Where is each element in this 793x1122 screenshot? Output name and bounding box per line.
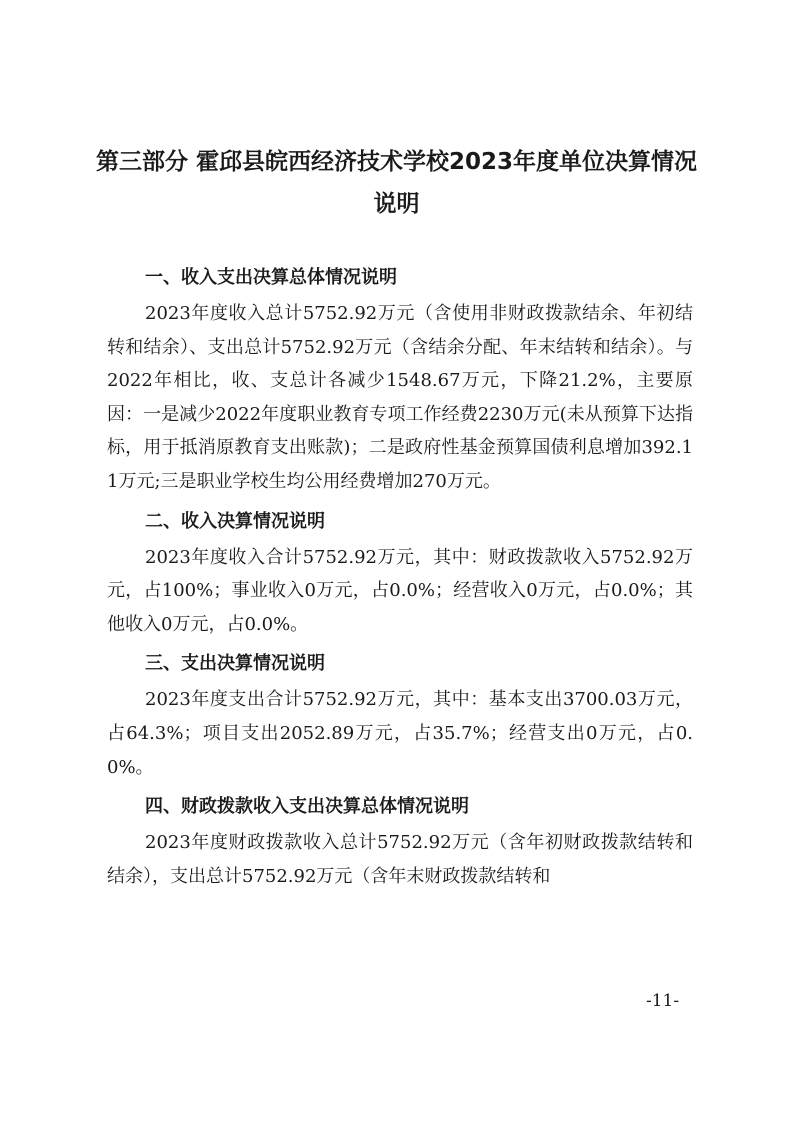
section-revenue — [107, 503, 693, 642]
page-number: -11- — [646, 991, 680, 1011]
document-body — [107, 259, 693, 897]
section-heading: 一、收入支出决算总体情况说明 — [145, 267, 397, 288]
section-revenue-expenditure-overview — [107, 259, 693, 499]
section-heading: 二、收入决算情况说明 — [145, 510, 325, 532]
paragraph: 2023年度财政拨款收入总计5752.92万元（含年初财政拨款结转和结余），支出总计5752.92万元（含年末财政拨款结转和 — [107, 832, 693, 887]
paragraph: 2023年度支出合计5752.92万元，其中：基本支出3700.03万元，占64.3%；项目支出2052.89万元，占35.7%；经营支出0万元，占0.0%。 — [107, 689, 693, 778]
section-expenditure — [107, 645, 693, 784]
section-heading: 四、财政拨款收入支出决算总体情况说明 — [145, 796, 469, 818]
paragraph: 2023年度收入合计5752.92万元，其中：财政拨款收入5752.92万元，占100%；事业收入0万元，占0.0%；经营收入0万元，占0.0%；其他收入0万元，占0.0%。 — [107, 546, 693, 635]
page-title: 第三部分 霍邱县皖西经济技术学校2023年度单位决算情况说明 — [95, 149, 698, 217]
section-heading: 三、支出决算情况说明 — [145, 653, 325, 675]
paragraph: 2023年度收入总计5752.92万元（含使用非财政拨款结余、年初结转和结余）、支出总计5752.92万元（含结余分配、年末结转和结余）。与2022年相比，收、支总计各减少1548.67万元，下降21.2%，主要原因：一是减少2022年度职业教育专项工作经费2230万元(未从预算下达指标，用于抵消原教育支出账款)；二是政府性基金预算国债利息增加392.11万元;三是职业学校生均公用经费增加270万元。 — [107, 303, 693, 492]
section-fiscal-appropriation-overview — [107, 788, 693, 893]
